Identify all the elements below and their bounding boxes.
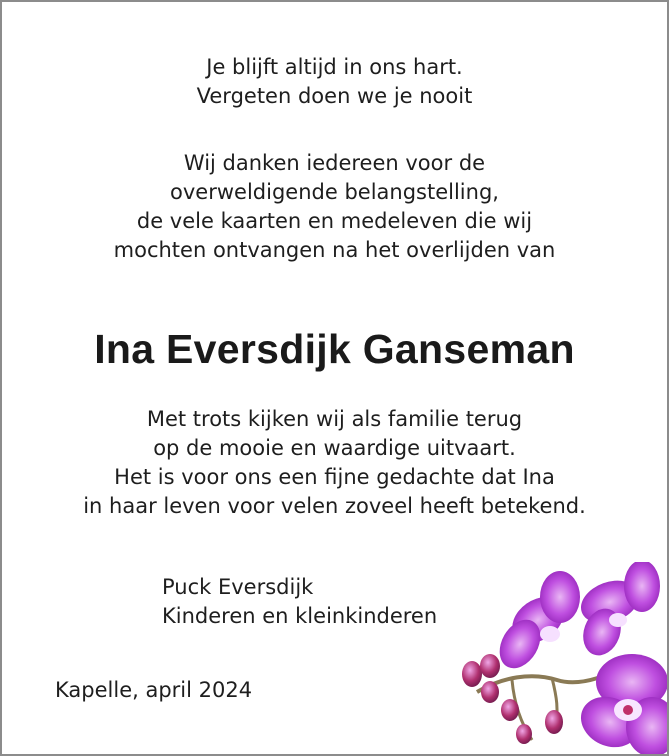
motto-line: Vergeten doen we je nooit (196, 84, 473, 108)
thanks-line: de vele kaarten en medeleven die wij (136, 209, 533, 233)
motto-text (2, 53, 667, 111)
memory-text (2, 405, 667, 521)
thanks-text (2, 149, 667, 265)
signoff (162, 573, 437, 631)
deceased-name: Ina Eversdijk Ganseman (94, 326, 575, 372)
signoff-name: Puck Eversdijk (162, 575, 314, 599)
thanks-line: mochten ontvangen na het overlijden van (113, 238, 556, 262)
thanks-line: Wij danken iedereen voor de (183, 151, 486, 175)
signoff-family: Kinderen en kleinkinderen (162, 604, 438, 628)
thanks-line: overweldigende belangstelling, (170, 180, 499, 204)
memory-line: Met trots kijken wij als familie terug (146, 407, 523, 431)
memory-line: op de mooie en waardige uitvaart. (153, 436, 516, 460)
motto-line: Je blijft altijd in ons hart. (206, 55, 463, 79)
orchid-icon (442, 562, 667, 754)
memory-line: in haar leven voor velen zoveel heeft betekend. (83, 494, 586, 518)
memory-line: Het is voor ons een fijne gedachte dat Ina (114, 465, 555, 489)
place-date: Kapelle, april 2024 (55, 678, 253, 702)
